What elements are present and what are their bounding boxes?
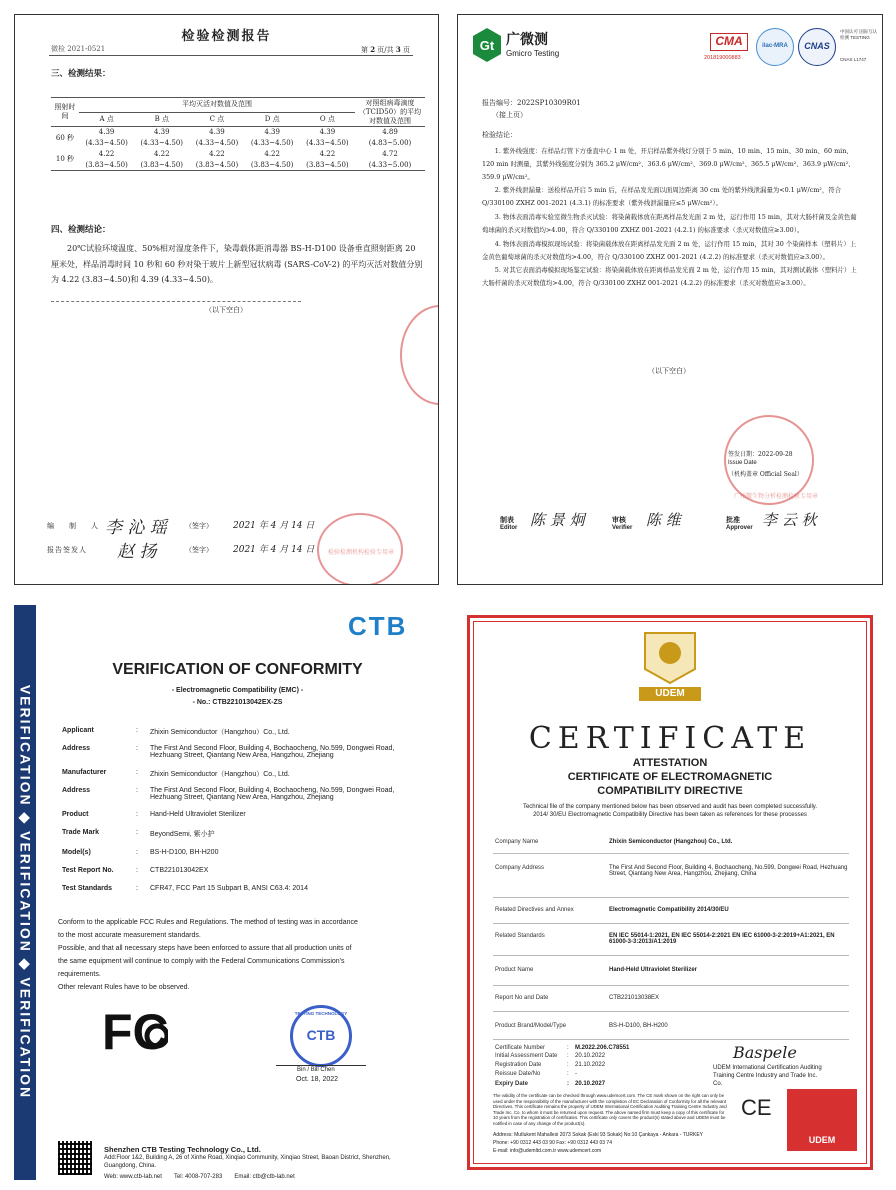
ilac-text: ilac-MRA [762, 43, 788, 49]
stamp-center-text: CTB [306, 1027, 336, 1043]
editor-signature: 李 沁 瑶 [105, 518, 167, 538]
footer-contacts: Web: www.ctb-lab.net Tel: 4008-707-283 Email: ctb@ctb-lab.net [104, 1174, 295, 1180]
verifier-label: 审核 [612, 515, 626, 524]
conclusion-list [482, 145, 862, 290]
cell-value: 4.39 [264, 128, 280, 137]
cell-range: (3.83~4.50) [134, 160, 189, 171]
conclusion-title: 检验结论： [482, 131, 517, 139]
report-page-virus [14, 14, 439, 585]
cell-value: 4.39 [98, 128, 115, 137]
qr-code [58, 1141, 92, 1175]
statement-paragraph: Other relevant Rules have to be observed. [58, 983, 190, 991]
approver-label-en: Approver [726, 525, 753, 531]
brand-name-en: Gmicro Testing [506, 49, 560, 58]
issue-date: 签发日期：2022-09-28 [728, 451, 793, 458]
cell-value: 4.22 [98, 149, 115, 158]
signing-organization: UDEM International Certification Auditing Training Centre Industry and Trade Inc. Co. [713, 1065, 822, 1087]
udem-logo-text: UDEM [639, 687, 701, 701]
point-header: O 点 [300, 112, 355, 127]
row-time: 60 秒 [55, 133, 75, 142]
certificate-date: Oct. 18, 2022 [296, 1076, 339, 1083]
page-indicator: 第 2 页/共 3 页 [360, 45, 410, 54]
report-number: 报告编号：2022SP10309R01 [482, 99, 581, 107]
certificate-subtitle-2: COMPATIBILITY DIRECTIVE [597, 785, 743, 797]
udem-corner-text: UDEM [808, 1135, 836, 1145]
editor-label: 制表 [500, 515, 514, 524]
cnas-number: CNAS L1747 [840, 57, 867, 62]
footer-address: Add:Floor 1&2, Building A, 26 of Xinhe Road, Xinqiao Community, Xinqiao Street, Baoan District, Shenzhen, Guangdong, China. [104, 1155, 391, 1169]
cell-control: 4.72 [382, 149, 398, 158]
point-header: C 点 [189, 112, 244, 127]
verification-side-band [14, 605, 36, 1180]
edge-stamp [400, 305, 439, 405]
udem-crest-icon [635, 629, 705, 687]
col-time-header: 照射时间 [51, 98, 79, 127]
certificate-subtitle: - Electromagnetic Compatibility (EMC) - [171, 687, 304, 694]
report-number: 微检 2021-0521 [51, 45, 106, 53]
certificate-subtitle-1: CERTIFICATE OF ELECTROMAGNETIC [567, 771, 773, 783]
conformity-statement [58, 917, 358, 995]
blank-note: （以下空白） [648, 367, 690, 375]
conclusion-item: 1. 紫外线强度：在样品灯管下方垂直中心 1 m 处，开启样品紫外线灯分别于 5 min、10 min、15 min、30 min、60 min、120 min 时测量，其紫外线强度分别为 365.2 μW/cm²、363.6 μW/cm²、369.0 μW/cm²、365.5 μW/cm²、363.9 μW/cm²、359.9 μW/cm²。 [482, 147, 855, 181]
point-header: B 点 [134, 112, 189, 127]
brand-name: 广微测 [506, 32, 548, 48]
cell-range: (4.33~4.50) [140, 139, 184, 147]
field-divider [493, 853, 849, 854]
cell-value: 4.22 [209, 149, 225, 158]
field-divider [493, 955, 849, 956]
conclusion-item: 4. 物体表面消毒模拟现场试验：将染菌载体放在距离样品发光面 2 m 处，运行作用 15 min，其对 30 个染菌样本（塑料片）上金黄色葡萄球菌的杀灭对数值均>4.00，符合 Q/330100 ZXHZ 001-2021 (4.2.2) 的标准要求（杀灭对数值应≥3.00）。 [482, 239, 857, 261]
cell-control-range: (4.33~5.00) [355, 160, 425, 171]
issue-date-en: Issue Date [728, 460, 757, 466]
cell-value: 4.22 [319, 149, 336, 158]
cnas-caption: 中国认可 国际互认 检测 TESTING [840, 29, 878, 40]
cell-range: (3.83~4.50) [300, 160, 355, 171]
certificate-description: Technical file of the company mentioned below has been observed and audit has been completed successfully. 2014/ 30/EU Electromagnetic Compatibility Directive has been taken as references for these processes [522, 804, 818, 819]
editor-label: 编 制 人 [47, 522, 102, 530]
authorized-signature: Baspele [733, 1043, 797, 1062]
blank-note: （以下空白） [205, 306, 247, 314]
conclusion-item: 3. 物体表面消毒实验室微生物杀灭试验：将染菌载体放在距离样品发光面 2 m 处，运行作用 15 min，其对大肠杆菌及金黄色葡萄球菌的杀灭对数值均>4.00，符合 Q/330100 ZXHZ 001-2021 (4.2.1) 的标准要求（杀灭对数值应≥3.00）。 [482, 213, 857, 234]
continued-note: （接上页） [492, 111, 527, 119]
signatory-name: Bin / Bill Chen [297, 1067, 335, 1073]
signature-line [276, 1065, 366, 1066]
stamp-caption: 检验检测机构检验专用章 [327, 549, 394, 556]
statement-paragraph: Conform to the applicable FCC Rules and Regulations. The method of testing was in accordance to the most accurate measurement standards. [58, 919, 358, 939]
ctb-verification-certificate: VERIFICATION ◆ VERIFICATION ◆ VERIFICATION CTB VERIFICATION OF CONFORMITY - Electromagnetic Compatibility (EMC) - - No.: CTB221013042EX-ZS Applicant : Zhixin Semiconductor（Hangzhou）Co., Ltd. Address : The First And Second Floor, Building 4, Bochaocheng, No.599, Dongwei Road, Hezhuang Street, Qiantang New Area, Hangzhou, Zhejiang Manufacturer : Zhixin Semiconductor（Hangzhou）Co., Ltd. Address : The First And Second Floor, Building 4, Bochaocheng, No.599, Dongwei Road, Hezhuang Street, Qiantang New Area, Hangzhou, Zhejiang Product : Hand-Held Ultraviolet Sterilizer Trade Mark : BeyondSemi, 紫小护 Model(s) : BS-H-D100, BH-H200 Test Report No. : CTB221013042EX Test Standards : CFR47, FCC Part 15 Subpart B, ANSI C63.4: 2014 Conform to the applicable FCC Rules and Regulations. The method of testing was in accordance to the most accurate measurement standards. Possible, and that all necessary steps have been enforced to assure that all production units of the same equipment will continue to comply with the Federal Communications Commission's requirements. Other relevant Rules have to be observed. FC TESTING TECHNOLOGY CTB Bin / Bill Chen Oct. 18, 2022 Shenzhen CTB Testing Technology Co., Ltd. Add:Floor 1&2, Building A, 26 of Xinhe Road, Xinqiao Community, Xinqiao Street, Baoan District, Shenzhen, Guangdong, China. Web: www.ctb-lab.net Tel: 4008-707-283 Email: ctb@ctb-lab.net [14, 605, 439, 1180]
svg-text:FC: FC [102, 1004, 168, 1059]
point-header: D 点 [245, 112, 300, 127]
reviewer-signature: 赵 扬 [117, 542, 157, 562]
attestation-heading: ATTESTATION [632, 757, 708, 769]
cnas-text: CNAS [804, 41, 830, 51]
seal-caption: 广州微生物分析检测检验专用章 [734, 493, 819, 500]
cell-value: 4.22 [153, 149, 170, 158]
cell-control: 4.89 [382, 128, 398, 137]
certificate-title: CERTIFICATE [528, 721, 812, 756]
official-seal-label: （机构盖章 Official Seal） [728, 471, 803, 478]
row-time: 10 秒 [51, 149, 79, 171]
cell-value: 4.22 [264, 149, 280, 158]
field-divider [493, 1039, 849, 1040]
results-table [51, 97, 425, 171]
reviewer-date: 2021 年 4 月 14 日 [233, 545, 315, 555]
conclusion-item: 2. 紫外线泄漏量：送检样品开启 5 min 后，在样品发光面以面周边距离 30 cm 处的紫外线泄漏量为<0.1 μW/cm²，符合 Q/330100 ZXHZ 001-2021 (4.3.1) 的标准要求（紫外线泄漏量应≤5 μW/cm²）。 [482, 186, 842, 208]
fine-print: The validity of the certificate can be checked through www.udemcert.com. The CE mark shown on the right can only be used under the responsibility of the manufacturer with the completion of EC Declaration of Conformity for all the relevant Directives. This certificate remains the property of UDEM International Certification Auditing Training Centre Industry and Trade Inc. Co. to whom it must be returned upon request. The above named firm must keep a copy of this certificate for 10 years from the registration of certificates. This certificate only covers the product(s) stated above and UDEM must be notified in case of any change of the product(s). [493, 1093, 727, 1126]
field-divider [493, 897, 849, 898]
approver-signature: 李 云 秋 [762, 511, 817, 529]
gmicro-logo-icon [472, 27, 502, 63]
editor-date: 2021 年 4 月 14 日 [233, 521, 315, 531]
statement-paragraph: Possible, and that all necessary steps have been enforced to assure that all production units of the same equipment will continue to comply with the Federal Communications Commission's requirements. [58, 944, 352, 978]
editor-label-en: Editor [500, 525, 518, 531]
cell-range: (4.33~4.50) [85, 139, 128, 147]
certificate-number: - No.: CTB221013042EX-ZS [192, 699, 283, 706]
fcc-logo-icon [102, 1003, 168, 1063]
signed-label: （签字） [185, 522, 213, 530]
udem-phone: Phone: +90 0312 443 03 90 Fax: +90 0312 443 03 74 [493, 1140, 612, 1146]
point-header: A 点 [79, 112, 134, 127]
cell-range: (4.33~4.50) [250, 139, 294, 147]
cell-range: (3.83~4.50) [79, 160, 134, 171]
col-group-header: 平均灭活对数值及范围 [79, 98, 355, 113]
footer-company: Shenzhen CTB Testing Technology Co., Ltd. [104, 1145, 261, 1154]
cma-logo: CMA [710, 33, 748, 51]
svg-text:Gt: Gt [479, 38, 495, 53]
cell-control-range: (4.83~5.00) [368, 139, 412, 147]
cma-number: 201819000883 [704, 55, 741, 61]
udem-email: E-mail: info@udemltd.com.tr www.udemcert.com [493, 1148, 602, 1154]
udem-address: Address: Mutlukent Mahallesi 2073 Sokak (Eski 93 Sokak) No:10 Çankaya - Ankara - TURKEY [493, 1132, 704, 1138]
cell-range: (3.83~4.50) [245, 160, 300, 171]
cell-value: 4.39 [209, 128, 225, 137]
cell-range: (4.33~4.50) [306, 139, 349, 147]
ctb-logo-text: CTB [348, 611, 408, 641]
report-title: 检验检测报告 [181, 29, 272, 44]
cell-value: 4.39 [319, 128, 336, 137]
ctb-logo [348, 611, 407, 642]
field-divider [493, 923, 849, 924]
conclusion-item: 5. 对其它表面消毒模拟现场鉴定试验：将染菌载体放在距离样品发光面 2 m 处，运行作用 15 min，其对测试载体（塑料片）上大肠杆菌的杀灭对数值均>4.00，符合 Q/330100 ZXHZ 001-2021 (4.2.2) 的标准要求（杀灭对数值应≥3.00）。 [482, 266, 857, 288]
field-divider [493, 985, 849, 986]
signed-label: （签字） [185, 546, 213, 554]
side-band-text: VERIFICATION ◆ VERIFICATION ◆ VERIFICATION [17, 684, 34, 1100]
cell-range: (3.83~4.50) [189, 160, 244, 171]
verifier-label-en: Verifier [612, 525, 633, 531]
cell-range: (4.33~4.50) [195, 139, 239, 147]
conclusion-text: 20℃试验环境温度、50%相对湿度条件下，染毒载体距消毒器 BS-H-D100 设备垂直照射距离 20 厘米处，样品消毒时间 10 秒和 60 秒对染于玻片上新型冠状病毒 (SARS-CoV-2) 的平均灭活对数值分别为 4.22 (3.83~4.50)和 4.39 (4.33~4.50)。 [51, 244, 423, 285]
header-rule [49, 55, 413, 56]
section-results-heading: 三、检测结果： [51, 69, 111, 79]
certificate-title: VERIFICATION OF CONFORMITY [112, 661, 363, 678]
field-divider [493, 1011, 849, 1012]
reviewer-label: 报告签发人 [47, 546, 87, 554]
cell-value: 4.39 [153, 128, 170, 137]
udem-certificate: UDEM CERTIFICATE ATTESTATION CERTIFICATE OF ELECTROMAGNETIC COMPATIBILITY DIRECTIVE Technical file of the company mentioned below has been observed and audit has been completed successfully. 2014/ 30/EU Electromagnetic Compatibility Directive has been taken as references for these processes Company Name Zhixin Semiconductor (Hangzhou) Co., Ltd. Company Address The First And Second Floor, Building 4, Bochaocheng, No.599, Dongwei Road, Hezhuang Street, Qiantang New Area, Hangzhou, Zhejiang, China Related Directives and Annex Electromagnetic Compatibility 2014/30/EU Related Standards EN IEC 55014-1:2021, EN IEC 55014-2:2021 EN IEC 61000-3-2:2019+A1:2021, EN 61000-3-3:2013/A1:2019 Product Name Hand-Held Ultraviolet Sterilizer Report No and Date CTB221013038EX Product Brand/Model/Type BS-H-D100, BH-H200 Certificate Number : M.2022.206.C78551 Initial Assessment Date : 20.10.2022 Registration Date : 21.10.2022 Reissue Date/No : - Expiry Date : 20.10.2027 Baspele UDEM International Certification Auditing Training Centre Industry and Trade Inc. Co. CE UDEM The validity of the certificate can be checked through www.udemcert.com. The CE mark shown on the right can only be used under the responsibility of the manufacturer with the completion of EC Declaration of Conformity for all the relevant Directives. This certificate remains the property of UDEM International Certification Auditing Training Centre Industry and Trade Inc. Co. to whom it must be returned upon request. The above named firm must keep a copy of this certificate for 10 years from the registration of certificates. This certificate only covers the product(s) stated above and UDEM must be notified in case of any change of the product(s). Address: Mutlukent Mahallesi 2073 Sokak (Eski 93 Sokak) No:10 Çankaya - Ankara - TURKEY Phone: +90 0312 443 03 90 Fax: +90 0312 443 03 74 E-mail: info@udemltd.com.tr www.udemcert.com [457, 605, 883, 1180]
stamp-ring-text: TESTING TECHNOLOGY [294, 1011, 348, 1016]
ce-mark-icon: CE [741, 1095, 772, 1120]
editor-signature: 陈 景 炯 [530, 511, 585, 529]
col-control-header: 对照组病毒滴度（TCID50）的平均对数值及范围 [355, 98, 425, 127]
verifier-signature: 陈 维 [646, 511, 681, 529]
dashed-rule [51, 301, 301, 302]
report-page-gmicro [457, 14, 883, 585]
section-conclusion-heading: 四、检测结论： [51, 225, 111, 235]
approver-label: 批准 [726, 515, 740, 524]
